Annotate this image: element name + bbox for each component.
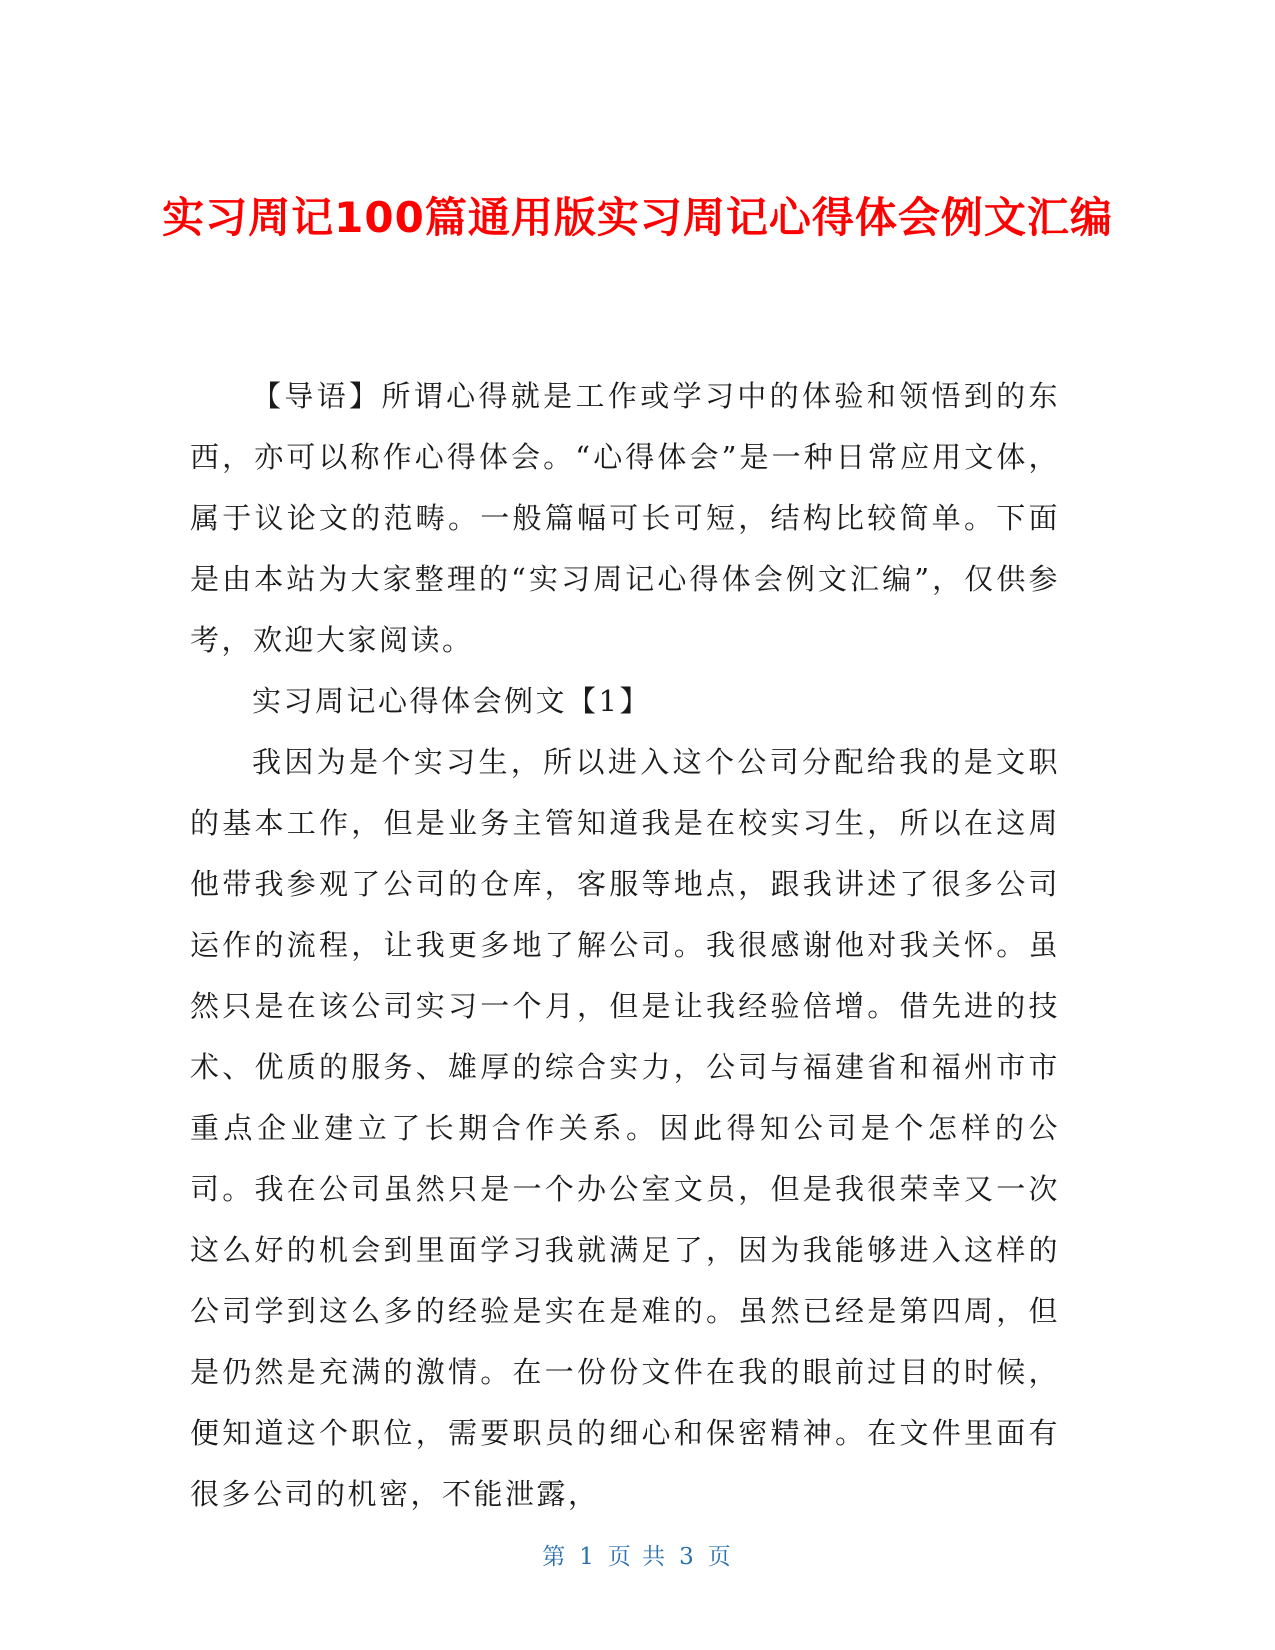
page-label-prefix: 第 — [542, 1544, 568, 1570]
total-pages-number: 3 — [679, 1544, 696, 1570]
current-page-number: 1 — [579, 1544, 596, 1570]
body-paragraph: 我因为是个实习生，所以进入这个公司分配给我的是文职的基本工作，但是业务主管知道我是在校实习生，所以在这周他带我参观了公司的仓库，客服等地点，跟我讲述了很多公司运作的流程，让我更多地了解公司。我很感谢他对我关怀。虽然只是在该公司实习一个月，但是让我经验倍增。借先进的技术、优质的服务、雄厚的综合实力，公司与福建省和福州市市重点企业建立了长期合作关系。因此得知公司是个怎样的公司。我在公司虽然只是一个办公室文员，但是我很荣幸又一次这么好的机会到里面学习我就满足了，因为我能够进入这样的公司学到这么多的经验是实在是难的。虽然已经是第四周，但是仍然是充满的激情。在一份份文件在我的眼前过目的时候，便知道这个职位，需要职员的细心和保密精神。在文件里面有很多公司的机密，不能泄露， — [190, 745, 1060, 1511]
section-heading: 实习周记心得体会例文【1】 — [252, 684, 651, 718]
document-body — [190, 366, 1060, 1525]
page-footer — [0, 1542, 1275, 1572]
page-label-mid: 页 共 — [607, 1544, 668, 1570]
intro-paragraph: 【导语】所谓心得就是工作或学习中的体验和领悟到的东西，亦可以称作心得体会。“心得体会”是一种日常应用文体，属于议论文的范畴。一般篇幅可长可短，结构比较简单。下面是由本站为大家整理的“实习周记心得体会例文汇编”，仅供参考，欢迎大家阅读。 — [190, 379, 1060, 657]
document-title: 实习周记100篇通用版实习周记心得体会例文汇编 — [162, 193, 1113, 243]
page-label-suffix: 页 — [707, 1544, 733, 1570]
